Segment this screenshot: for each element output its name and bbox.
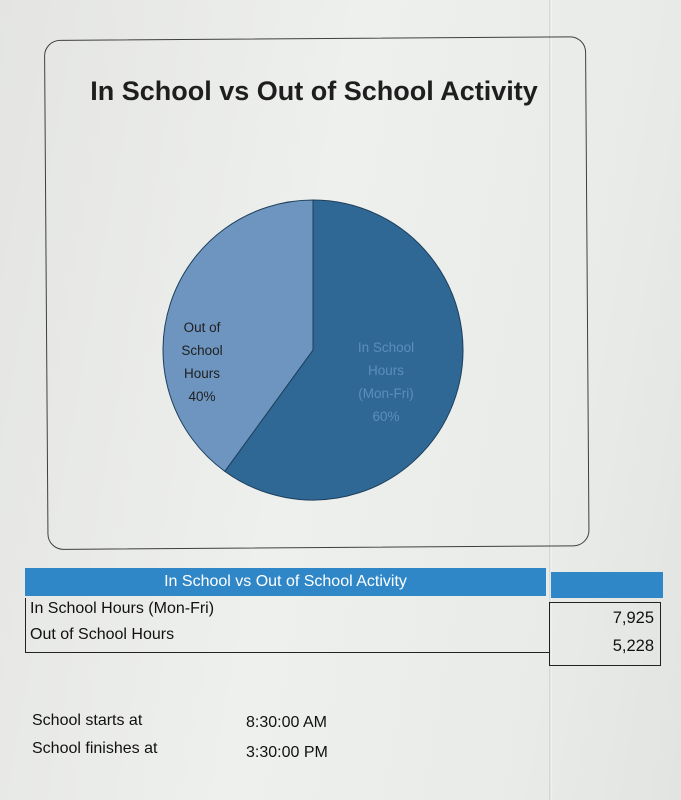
pie-slice-label-1: Out of School Hours 40% (181, 320, 223, 404)
school-start-time: 8:30:00 AM (246, 714, 327, 731)
table-value-column (549, 602, 661, 666)
chart-title: In School vs Out of School Activity (90, 76, 538, 106)
table-row-value-in-school: 7,925 (612, 609, 654, 627)
school-start-label: School starts at (32, 712, 143, 729)
table-header-value-column (551, 572, 663, 598)
table-row-value-out-of-school: 5,228 (612, 637, 654, 655)
school-finish-label: School finishes at (32, 740, 158, 757)
school-finish-time: 3:30:00 PM (246, 744, 328, 761)
pie-slice-label-0: In School Hours (Mon-Fri) 60% (357, 340, 415, 424)
table-header: In School vs Out of School Activity (25, 568, 546, 596)
table-row-label-in-school: In School Hours (Mon-Fri) (30, 600, 215, 617)
table-label-column (25, 598, 550, 653)
summary-table (25, 568, 663, 668)
table-row-label-out-of-school: Out of School Hours (30, 626, 175, 643)
